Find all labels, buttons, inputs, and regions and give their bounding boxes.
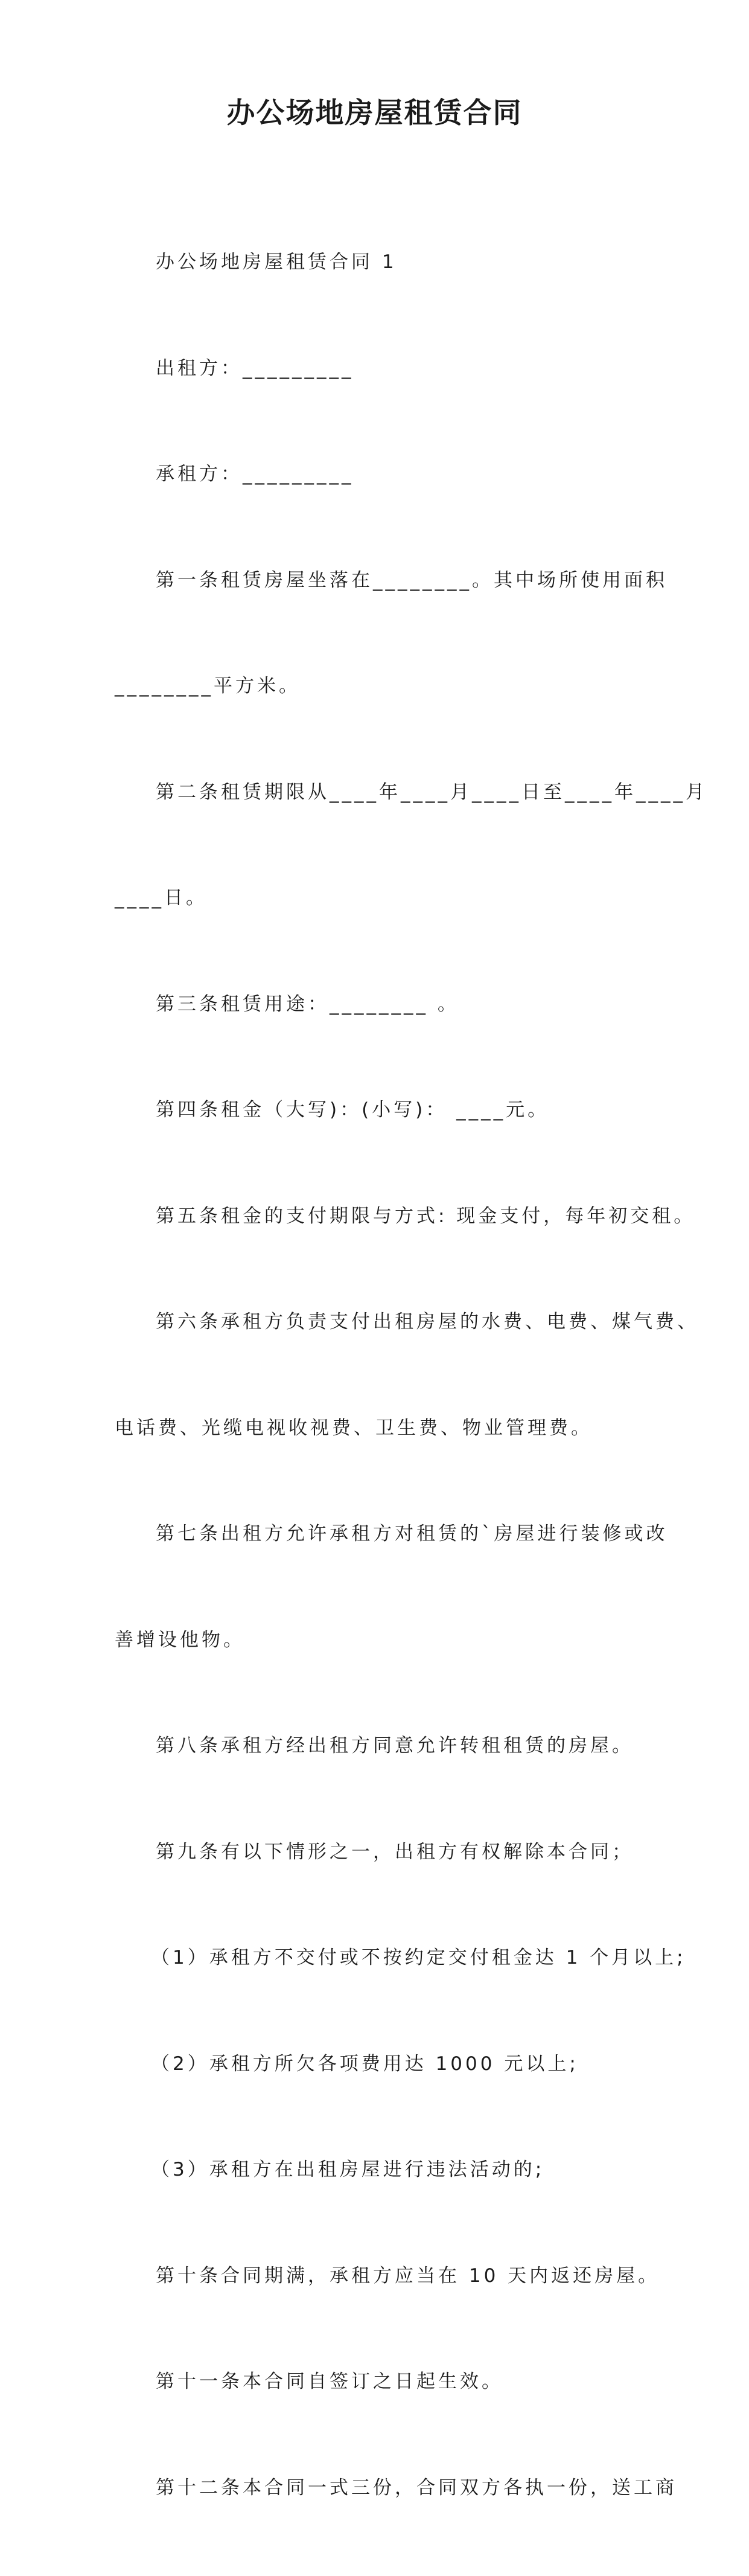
article-5-line: 第五条租金的支付期限与方式: 现金支付，每年初交租。	[156, 1205, 696, 1227]
article-7-line-1: 第七条出租方允许承租方对租赁的`房屋进行装修或改	[156, 1523, 668, 1545]
article-8-line: 第八条承租方经出租方同意允许转租租赁的房屋。	[156, 1735, 634, 1757]
article-2-line-2: ____日。	[115, 887, 208, 909]
lessor-line: 出租方：_________	[156, 357, 354, 379]
lessee-line: 承租方：_________	[156, 463, 354, 485]
subtitle-line: 办公场地房屋租赁合同 1	[156, 251, 397, 273]
article-11-line: 第十一条本合同自签订之日起生效。	[156, 2371, 503, 2392]
article-2-line-1: 第二条租赁期限从____年____月____日至____年____月	[156, 781, 707, 803]
article-9-item-3: （3）承租方在出租房屋进行违法活动的;	[151, 2159, 545, 2180]
article-10-line: 第十条合同期满，承租方应当在 10 天内返还房屋。	[156, 2264, 660, 2287]
document-body	[115, 174, 707, 2576]
document-title: 办公场地房屋租赁合同	[226, 97, 523, 130]
article-4-line: 第四条租金（大写)：(小写)： ____元。	[156, 1099, 550, 1121]
article-6-line-1: 第六条承租方负责支付出租房屋的水费、电费、煤气费、	[156, 1311, 699, 1333]
article-12-line: 第十二条本合同一式三份，合同双方各执一份，送工商	[156, 2476, 677, 2499]
article-6-line-2: 电话费、光缆电视收视费、卫生费、物业管理费。	[115, 1417, 593, 1439]
article-7-line-2: 善增设他物。	[115, 1629, 245, 1651]
article-9-item-1: （1）承租方不交付或不按约定交付租金达 1 个月以上;	[151, 1947, 686, 1969]
article-9-item-2: （2）承租方所欠各项费用达 1000 元以上;	[151, 2052, 579, 2075]
article-9-line: 第九条有以下情形之一，出租方有权解除本合同；	[156, 1841, 634, 1863]
article-3-line: 第三条租赁用途：________ 。	[156, 993, 459, 1015]
article-1-line-2: ________平方米。	[115, 675, 301, 697]
article-1-line-1: 第一条租赁房屋坐落在________。其中场所使用面积	[156, 569, 668, 591]
